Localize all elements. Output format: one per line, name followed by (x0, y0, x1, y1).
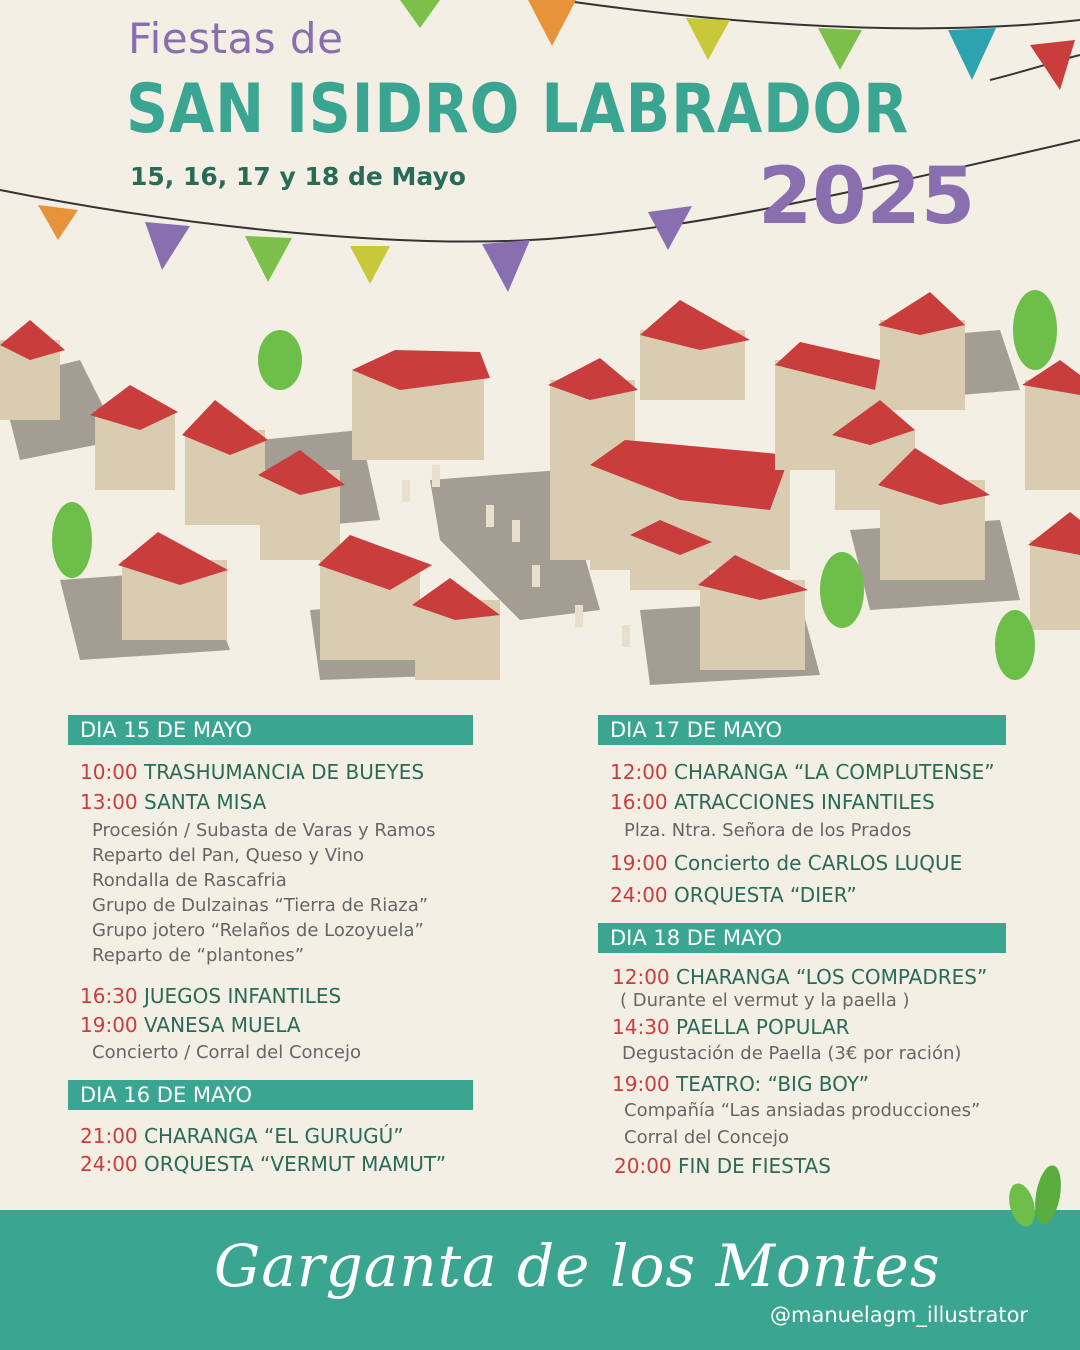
event-name: PAELLA POPULAR (676, 1015, 850, 1039)
event-row (612, 965, 987, 989)
event-row (610, 851, 962, 875)
event-detail: Procesión / Subasta de Varas y Ramos (92, 820, 436, 841)
event-name: CHARANGA “EL GURUGÚ” (144, 1124, 404, 1148)
day-header-16: DIA 16 DE MAYO (68, 1080, 473, 1110)
event-detail: Reparto del Pan, Queso y Vino (92, 845, 365, 866)
event-row (80, 790, 266, 814)
event-row (612, 1072, 869, 1096)
pre-title: Fiestas de (128, 14, 344, 63)
event-detail: Reparto de “plantones” (92, 945, 305, 966)
plant-leaf-icon (1000, 1160, 1070, 1230)
event-time: 12:00 (610, 760, 668, 784)
event-time: 14:30 (612, 1015, 670, 1039)
event-detail: Corral del Concejo (624, 1127, 790, 1148)
event-time: 24:00 (610, 883, 668, 907)
event-time: 19:00 (612, 1072, 670, 1096)
event-time: 16:30 (80, 984, 138, 1008)
event-name: FIN DE FIESTAS (678, 1154, 831, 1178)
event-name: JUEGOS INFANTILES (144, 984, 342, 1008)
event-row (614, 1154, 831, 1178)
event-detail: Plza. Ntra. Señora de los Prados (624, 820, 912, 841)
event-time: 13:00 (80, 790, 138, 814)
event-name: CHARANGA “LA COMPLUTENSE” (674, 760, 995, 784)
event-detail: Concierto / Corral del Concejo (92, 1042, 361, 1063)
event-detail: Compañía “Las ansiadas producciones” (624, 1100, 981, 1121)
festival-dates: 15, 16, 17 y 18 de Mayo (130, 162, 466, 191)
illustrator-handle: @manuelagm_illustrator (770, 1303, 1029, 1327)
event-time: 16:00 (610, 790, 668, 814)
event-detail: ( Durante el vermut y la paella ) (620, 990, 910, 1011)
event-name: ORQUESTA “VERMUT MAMUT” (144, 1152, 447, 1176)
main-title: SAN ISIDRO LABRADOR (126, 70, 909, 149)
event-name: VANESA MUELA (144, 1013, 301, 1037)
event-time: 24:00 (80, 1152, 138, 1176)
event-row (80, 1124, 404, 1148)
village-illustration-icon (0, 280, 1080, 700)
event-row (80, 1013, 301, 1037)
event-detail: Grupo jotero “Relaños de Lozoyuela” (92, 920, 424, 941)
event-row (80, 984, 341, 1008)
event-detail: Grupo de Dulzainas “Tierra de Riaza” (92, 895, 429, 916)
event-row (612, 1015, 850, 1039)
event-row (610, 883, 857, 907)
event-row (610, 760, 995, 784)
event-time: 19:00 (610, 851, 668, 875)
event-detail: Degustación de Paella (3€ por ración) (622, 1043, 962, 1064)
event-name: ATRACCIONES INFANTILES (674, 790, 935, 814)
event-time: 10:00 (80, 760, 138, 784)
event-name: Concierto de CARLOS LUQUE (674, 851, 963, 875)
day-header-15: DIA 15 DE MAYO (68, 715, 473, 745)
event-row (80, 760, 424, 784)
event-time: 19:00 (80, 1013, 138, 1037)
day-header-18: DIA 18 DE MAYO (598, 923, 1006, 953)
event-time: 21:00 (80, 1124, 138, 1148)
event-time: 12:00 (612, 965, 670, 989)
event-name: TRASHUMANCIA DE BUEYES (144, 760, 425, 784)
day-header-17: DIA 17 DE MAYO (598, 715, 1006, 745)
event-time: 20:00 (614, 1154, 672, 1178)
town-name: Garganta de los Montes (214, 1232, 941, 1300)
event-name: TEATRO: “BIG BOY” (676, 1072, 870, 1096)
festival-year: 2025 (758, 152, 976, 242)
event-detail: Rondalla de Rascafria (92, 870, 287, 891)
event-name: SANTA MISA (144, 790, 267, 814)
event-name: CHARANGA “LOS COMPADRES” (676, 965, 988, 989)
event-name: ORQUESTA “DIER” (674, 883, 857, 907)
event-row (610, 790, 935, 814)
event-row (80, 1152, 446, 1176)
